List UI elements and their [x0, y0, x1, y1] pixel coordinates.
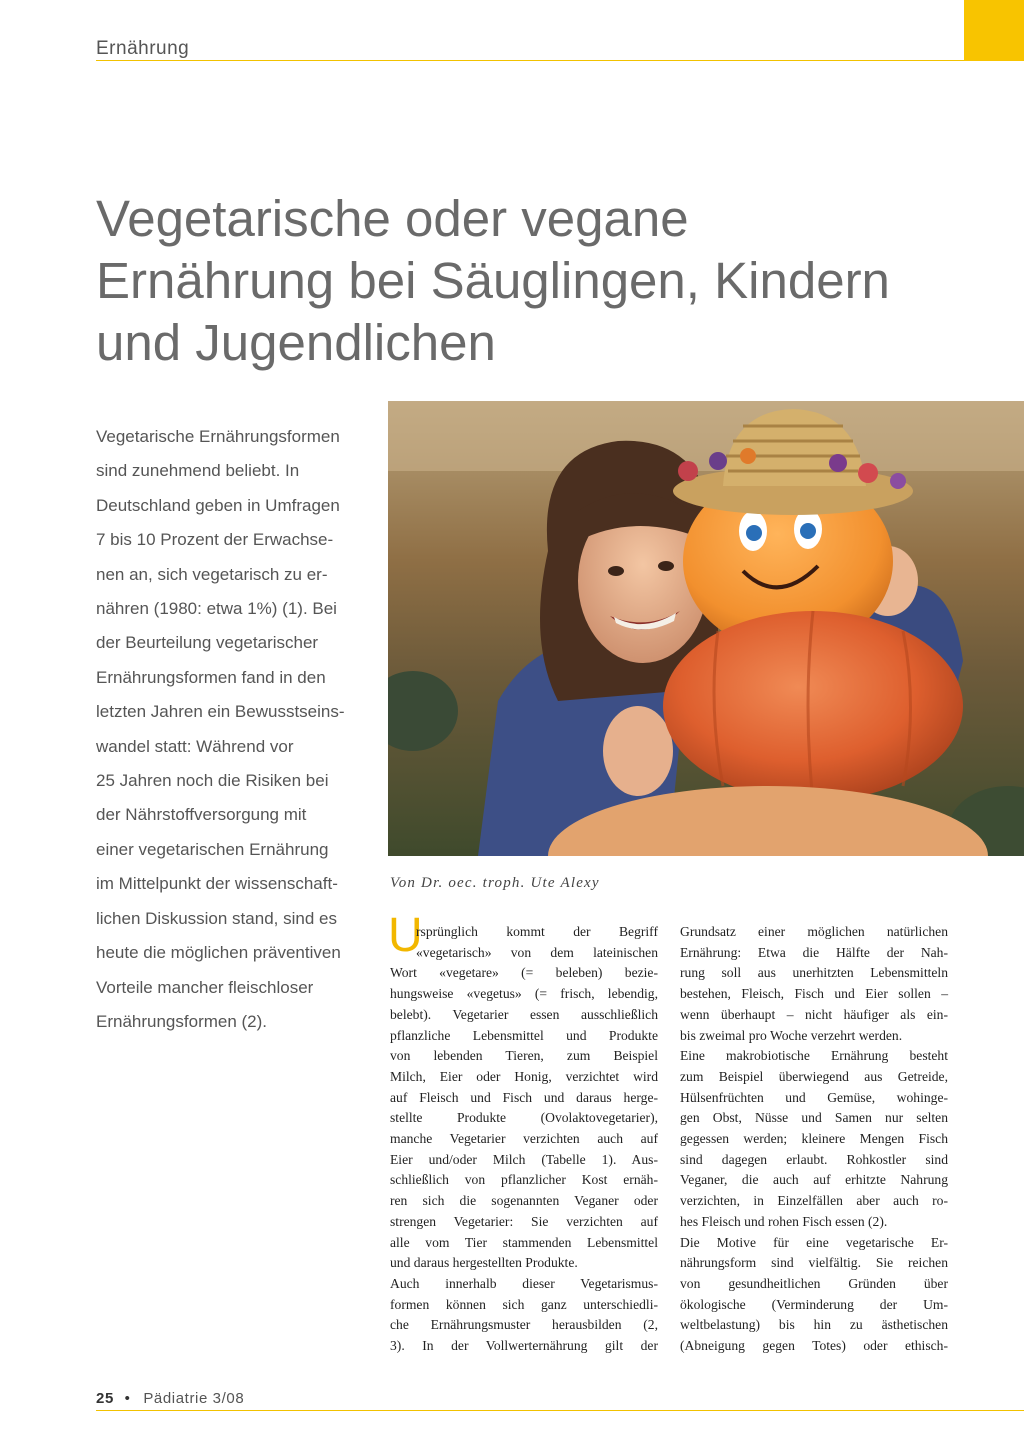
body-line: Wort «vegetare» (= beleben) bezie-: [390, 965, 658, 981]
drop-cap: U: [388, 909, 423, 962]
body-line: auf Fleisch und Fisch und daraus herge-: [390, 1089, 658, 1105]
body-line: Hülsenfrüchten und Gemüse, wohinge-: [680, 1089, 948, 1105]
body-line: stellte Produkte (Ovolaktovegetarier),: [390, 1110, 658, 1126]
body-line: (Abneigung gegen Totes) oder ethisch-: [680, 1338, 948, 1354]
body-line: rsprünglich kommt der Begriff: [416, 924, 658, 939]
intro-line: nen an, sich vegetarisch zu er-: [96, 564, 328, 584]
body-line: pflanzliche Lebensmittel und Produkte: [390, 1027, 658, 1043]
body-line: gen Obst, Nüsse und Samen nur selten: [680, 1110, 948, 1126]
body-line: alle vom Tier stammenden Lebensmittel: [390, 1234, 658, 1250]
body-column-1: [390, 922, 658, 1357]
intro-line: sind zunehmend beliebt. In: [96, 461, 300, 481]
body-line: verzichten, in Einzelfällen aber auch ro-: [680, 1193, 948, 1209]
intro-line: Vegetarische Ernährungsformen: [96, 427, 340, 446]
body-line: hungsweise «vegetus» (= frisch, lebendig,: [390, 986, 658, 1002]
intro-line: Ernährungsformen fand in den: [96, 667, 326, 687]
body-line: formen können sich ganz unterschiedli-: [390, 1296, 658, 1312]
body-line: Eine makrobiotische Ernährung besteht: [680, 1048, 948, 1064]
body-column-2: [680, 922, 948, 1357]
body-line: schließlich von pflanzlicher Kost ernäh-: [390, 1172, 658, 1188]
body-line: Die Motive für eine vegetarische Er-: [680, 1234, 948, 1250]
body-line: manche Vegetarier verzichten auch auf: [390, 1131, 658, 1147]
body-line: nährungsform sind vielfältig. Sie reichen: [680, 1255, 948, 1271]
intro-line: der Nährstoffversorgung mit: [96, 805, 307, 825]
intro-line: Deutschland geben in Umfragen: [96, 495, 340, 515]
intro-line: lichen Diskussion stand, sind es: [96, 908, 337, 928]
body-line: che Ernährungsmuster herausbilden (2,: [390, 1317, 658, 1333]
article-title: [96, 188, 996, 374]
intro-line: einer vegetarischen Ernährung: [96, 839, 329, 859]
body-line: belebt). Vegetarier essen ausschließlich: [390, 1006, 658, 1022]
page-number: 25: [96, 1390, 114, 1407]
body-line: Eier und/oder Milch (Tabelle 1). Aus-: [390, 1151, 658, 1167]
intro-line: 25 Jahren noch die Risiken bei: [96, 771, 329, 791]
article-photo: [388, 401, 1024, 856]
intro-line: nähren (1980: etwa 1%) (1). Bei: [96, 599, 337, 619]
body-line: Milch, Eier oder Honig, verzichtet wird: [390, 1068, 658, 1084]
body-line: 3). In der Vollwerternährung gilt der: [390, 1338, 658, 1354]
body-line: Ernährung: Etwa die Hälfte der Nah-: [680, 944, 948, 960]
intro-line: wandel statt: Während vor: [96, 736, 294, 756]
intro-line: heute die möglichen präventiven: [96, 943, 341, 963]
body-line: «vegetarisch» von dem lateinischen: [416, 944, 658, 960]
body-line: weltbelastung) bis hin zu ästhetischen: [680, 1317, 948, 1333]
body-line: Auch innerhalb dieser Vegetarismus-: [390, 1275, 658, 1291]
title-line: und Jugendlichen: [96, 314, 496, 371]
body-line: von gesundheitlichen Gründen über: [680, 1275, 948, 1291]
intro-paragraph: [96, 420, 386, 1039]
body-line: und daraus hergestellten Produkte.: [390, 1255, 578, 1271]
body-line: Veganer, die auch auf erhitzte Nahrung: [680, 1172, 948, 1188]
body-line: bis zweimal pro Woche verzehrt werden.: [680, 1027, 903, 1043]
intro-line: letzten Jahren ein Bewusstseins-: [96, 702, 345, 722]
body-line: Grundsatz einer möglichen natürlichen: [680, 924, 948, 939]
footer-rule: [96, 1410, 1024, 1411]
title-line: Ernährung bei Säuglingen, Kindern: [96, 252, 890, 309]
body-line: wenn überhaupt – nicht häufiger als ein-: [680, 1006, 948, 1022]
body-line: sind dagegen erlaubt. Rohkostler sind: [680, 1151, 948, 1167]
body-line: bestehen, Fleisch, Fisch und Eier sollen –: [680, 986, 948, 1002]
body-line: rung soll aus unerhitzten Lebensmitteln: [680, 965, 948, 981]
body-line: zum Beispiel überwiegend aus Getreide,: [680, 1068, 948, 1084]
intro-line: Ernährungsformen (2).: [96, 1011, 268, 1031]
journal-name: Pädiatrie 3/08: [143, 1390, 245, 1407]
body-line: von lebenden Tieren, zum Beispiel: [390, 1048, 658, 1064]
intro-line: 7 bis 10 Prozent der Erwachse-: [96, 530, 334, 550]
header-rule: [96, 60, 964, 61]
body-line: hes Fleisch und rohen Fisch essen (2).: [680, 1213, 888, 1229]
intro-line: im Mittelpunkt der wissenschaft-: [96, 874, 338, 894]
section-label: Ernährung: [96, 38, 190, 59]
page-footer: [96, 1390, 244, 1407]
body-line: gegessen werden; kleinere Mengen Fisch: [680, 1131, 948, 1147]
body-line: ökologische (Verminderung der Um-: [680, 1296, 948, 1312]
byline: Von Dr. oec. troph. Ute Alexy: [390, 875, 600, 891]
body-line: ren sich die sogenannten Veganer oder: [390, 1193, 658, 1209]
footer-separator: •: [124, 1390, 131, 1407]
corner-color-tab: [964, 0, 1024, 61]
intro-line: der Beurteilung vegetarischer: [96, 633, 319, 653]
body-line: strengen Vegetarier: Sie verzichten auf: [390, 1213, 658, 1229]
intro-line: Vorteile mancher fleischloser: [96, 977, 314, 997]
title-line: Vegetarische oder vegane: [96, 190, 689, 247]
